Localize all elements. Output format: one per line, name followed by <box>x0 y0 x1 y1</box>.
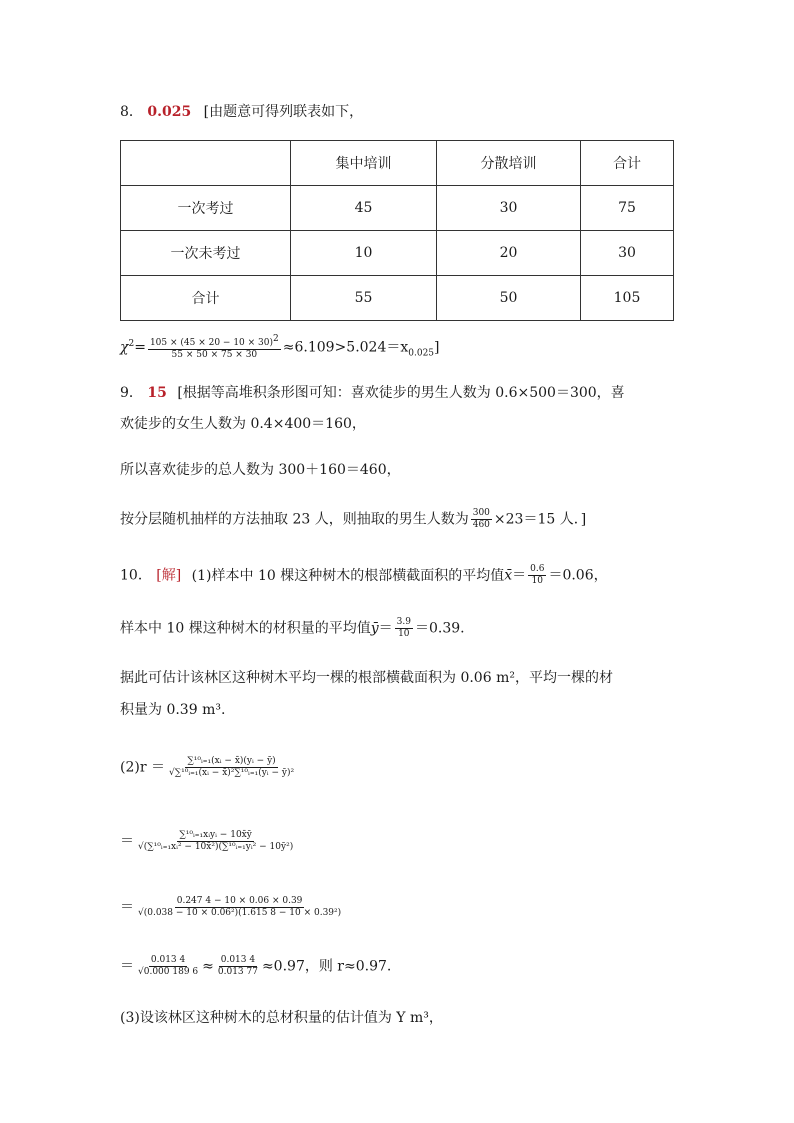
chi-result: ≈6.109>5.024＝x <box>282 339 409 356</box>
r4-approx: ≈ <box>202 958 214 975</box>
q9-frac-den: 460 <box>472 520 490 530</box>
r3-num: 0.247 4 − 10 × 0.06 × 0.39 <box>176 896 303 906</box>
q10-p2-tail: ＝0.39. <box>414 620 465 637</box>
q10-xbar: x̄ <box>504 567 513 584</box>
table-cell: 合计 <box>581 141 674 186</box>
q9-line4 <box>120 508 586 531</box>
table-row <box>121 141 674 186</box>
r-label: (2)r ＝ <box>120 759 165 776</box>
q10-p1-tail: ＝0.06， <box>548 567 608 584</box>
r4-tail: ≈0.97，则 r≈0.97. <box>261 958 392 975</box>
q10-p1-fraction <box>528 564 546 587</box>
chi-square-formula <box>120 334 440 363</box>
q9-text1: [根据等高堆积条形图可知：喜欢徒步的男生人数为 0.6×500＝300，喜 <box>177 385 625 401</box>
r-formula-4 <box>120 955 391 978</box>
q10-p2-fraction <box>395 617 413 640</box>
table-cell: 10 <box>291 231 437 276</box>
chi-denominator: 55 × 50 × 75 × 30 <box>171 350 258 361</box>
chi-eq: = <box>134 339 146 356</box>
table-cell: 分散培训 <box>437 141 581 186</box>
r-formula-1 <box>120 756 298 779</box>
contingency-table <box>120 140 674 321</box>
q9-line4-text: 按分层随机抽样的方法抽取 23 人，则抽取的男生人数为 <box>120 511 469 528</box>
q8-intro: [由题意可得列联表如下， <box>203 104 364 120</box>
q10-number: 10． <box>120 567 152 584</box>
q10-p2-den: 10 <box>398 629 410 639</box>
table-cell: 集中培训 <box>291 141 437 186</box>
chi-end: ] <box>434 339 440 356</box>
table-cell: 20 <box>437 231 581 276</box>
table-cell: 一次未考过 <box>121 231 291 276</box>
q8-answer: 0.025 <box>147 104 192 120</box>
chi-fraction <box>148 334 281 361</box>
table-cell: 30 <box>437 186 581 231</box>
q10-p2-text: 样本中 10 棵这种树木的材积量的平均值 <box>120 620 371 637</box>
r-formula-3 <box>120 896 345 919</box>
q10-tag: [解] <box>156 567 182 584</box>
r4a-den: √0.000 189 6 <box>138 967 199 977</box>
table-cell: 合计 <box>121 276 291 321</box>
chi-symbol: χ <box>120 339 129 356</box>
r4a-fraction <box>136 955 200 978</box>
q10-estimate-line2: 积量为 0.39 m³. <box>120 702 226 718</box>
q8-number: 8． <box>120 104 143 120</box>
r2-den: √(∑¹⁰ᵢ₌₁xᵢ² − 10x̄²)(∑¹⁰ᵢ₌₁yᵢ² − 10ȳ²) <box>138 842 294 852</box>
r2-num: ∑¹⁰ᵢ₌₁xᵢyᵢ − 10x̄ȳ <box>179 830 252 840</box>
q10-p2-eq: ＝ <box>378 620 393 637</box>
r4-eq: ＝ <box>120 958 134 975</box>
r2-fraction <box>136 830 295 853</box>
q10-p1-text: (1)样本中 10 棵这种树木的根部横截面积的平均值 <box>191 567 505 584</box>
r1-num: ∑¹⁰ᵢ₌₁(xᵢ − x̄)(yᵢ − ȳ) <box>187 756 276 766</box>
table-row <box>121 231 674 276</box>
table-cell: 一次考过 <box>121 186 291 231</box>
q10-p1-den: 10 <box>531 576 544 586</box>
r3-eq: ＝ <box>120 899 134 916</box>
table-cell: 45 <box>291 186 437 231</box>
q9-line1 <box>120 383 625 403</box>
r4b-fraction <box>216 955 260 978</box>
q10-part1b <box>120 617 465 640</box>
q9-number: 9． <box>120 385 143 401</box>
q10-part3: (3)设该林区这种树木的总材积量的估计值为 Y m³， <box>120 1010 443 1026</box>
table-row <box>121 276 674 321</box>
q10-ybar: ȳ <box>370 620 379 637</box>
r1-den: √∑¹⁰ᵢ₌₁(xᵢ − x̄)²∑¹⁰ᵢ₌₁(yᵢ − ȳ)² <box>168 768 295 778</box>
q8-header <box>120 102 363 122</box>
r3-den: √(0.038 − 10 × 0.06²)(1.615 8 − 10 × 0.39²) <box>138 908 342 918</box>
table-cell: 50 <box>437 276 581 321</box>
q9-line2: 欢徒步的女生人数为 0.4×400＝160， <box>120 416 366 432</box>
table-cell: 75 <box>581 186 674 231</box>
chi-numerator: 105 × (45 × 20 − 10 × 30) <box>149 338 274 349</box>
q9-line3: 所以喜欢徒步的总人数为 300＋160＝460， <box>120 462 401 478</box>
q10-estimate-line1: 据此可估计该林区这种树木平均一棵的根部横截面积为 0.06 m²，平均一棵的材 <box>120 670 613 686</box>
chi-numerator-sup: 2 <box>273 334 279 345</box>
r4b-num: 0.013 4 <box>220 955 256 965</box>
q10-part1 <box>120 564 608 587</box>
r4b-den: 0.013 77 <box>217 967 258 977</box>
r-formula-2 <box>120 830 297 853</box>
q9-line4-tail: ×23＝15 人．] <box>493 511 587 528</box>
table-cell <box>121 141 291 186</box>
q10-p1-num: 0.6 <box>530 564 545 574</box>
q10-p1-eq: ＝ <box>512 567 527 584</box>
r3-fraction <box>136 896 343 919</box>
chi-subscript: 0.025 <box>408 348 435 359</box>
q9-fraction <box>471 508 492 531</box>
table-cell: 105 <box>581 276 674 321</box>
q10-p2-num: 3.9 <box>396 617 411 627</box>
table-cell: 30 <box>581 231 674 276</box>
table-cell: 55 <box>291 276 437 321</box>
chi-sup: 2 <box>128 339 135 349</box>
r4a-num: 0.013 4 <box>150 955 186 965</box>
q9-frac-num: 300 <box>472 508 490 518</box>
table-row <box>121 186 674 231</box>
r2-eq: ＝ <box>120 833 134 850</box>
q9-answer: 15 <box>147 385 167 401</box>
r1-fraction <box>167 756 296 779</box>
